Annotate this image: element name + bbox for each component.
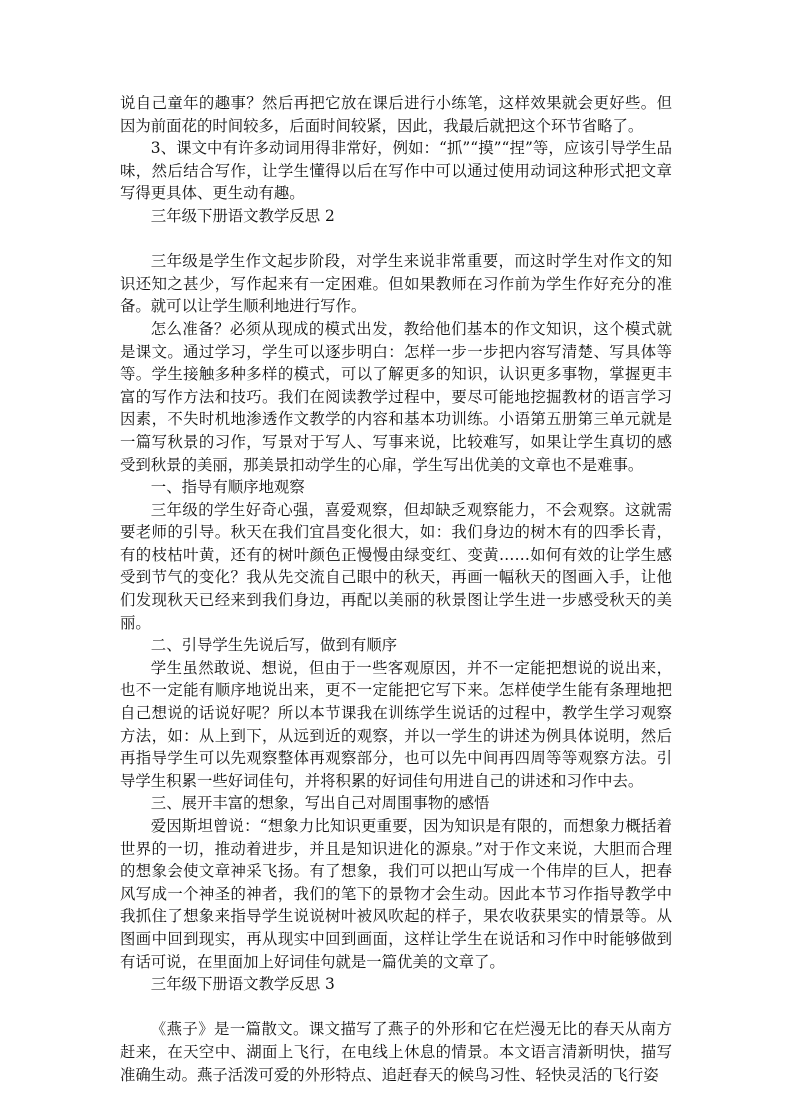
section-heading: 三、展开丰富的想象，写出自己对周围事物的感悟 xyxy=(150,794,490,813)
paragraph: 三年级是学生作文起步阶段，对学生来说非常重要，而这时学生对作文的知识还知之甚少，写作起来有一定困难。但如果教师在习作前为学生作好充分的准备。就可以让学生顺利地进行写作。 xyxy=(120,252,672,316)
section-heading: 三年级下册语文教学反思 2 xyxy=(150,206,335,225)
document-page xyxy=(120,92,672,1086)
paragraph: 怎么准备？必须从现成的模式出发，教给他们基本的作文知识，这个模式就是课文。通过学习，学生可以逐步明白：怎样一步一步把内容写清楚、写具体等等。学生接触多种多样的模式，可以了解更多的知识，认识更多事物，掌握更丰富的写作方法和技巧。我们在阅读教学过程中，要尽可能地挖掘教材的语言学习因素，不失时机地渗透作文教学的内容和基本功训练。小语第五册第三单元就是一篇写秋景的习作，写景对于写人、写事来说，比较难写，如果让学生真切的感受到秋景的美丽，那美景扣动学生的心扉，学生写出优美的文章也不是难事。 xyxy=(120,319,672,474)
paragraph: 说自己童年的趣事？然后再把它放在课后进行小练笔，这样效果就会更好些。但因为前面花的时间较多，后面时间较紧，因此，我最后就把这个环节省略了。 xyxy=(120,94,672,135)
paragraph: 学生虽然敢说、想说，但由于一些客观原因，并不一定能把想说的说出来，也不一定能有顺序地说出来，更不一定能把它写下来。怎样使学生能有条理地把自己想说的话说好呢？所以本节课我在训练学生说话的过程中，教学生学习观察方法，如：从上到下，从远到近的观察，并以一学生的讲述为例具体说明，然后再指导学生可以先观察整体再观察部分，也可以先中间再四周等等观察方法。引导学生积累一些好词佳句，并将积累的好词佳句用进自己的讲述和习作中去。 xyxy=(120,658,672,790)
section-heading: 三年级下册语文教学反思 3 xyxy=(150,975,335,994)
paragraph: 3、课文中有许多动词用得非常好，例如：“抓”“摸”“捏”等，应该引导学生品味，然后结合写作，让学生懂得以后在写作中可以通过使用动词这种形式把文章写得更具体、更生动有趣。 xyxy=(120,139,672,203)
paragraph: 爱因斯坦曾说：“想象力比知识更重要，因为知识是有限的，而想象力概括着世界的一切，推动着进步，并且是知识进化的源泉。”对于作文来说，大胆而合理的想象会使文章神采飞扬。有了想象，我们可以把山写成一个伟岸的巨人，把春风写成一个神圣的神者，我们的笔下的景物才会生动。因此本节习作指导教学中我抓住了想象来指导学生说说树叶被风吹起的样子，果农收获果实的情景等。从图画中回到现实，再从现实中回到画面，这样让学生在说话和习作中时能够做到有话可说，在里面加上好词佳句就是一篇优美的文章了。 xyxy=(120,817,672,971)
section-heading: 一、指导有顺序地观察 xyxy=(150,478,305,497)
paragraph: 《燕子》是一篇散文。课文描写了燕子的外形和它在烂漫无比的春天从南方赶来，在天空中、湖面上飞行，在电线上休息的情景。本文语言清新明快，描写准确生动。燕子活泼可爱的外形特点、追赶春天的候鸟习性、轻快灵活的飞行姿 xyxy=(120,1020,672,1084)
blank-line xyxy=(120,228,672,251)
blank-line xyxy=(120,996,672,1019)
section-heading: 二、引导学生先说后写，做到有顺序 xyxy=(150,636,398,655)
paragraph: 三年级的学生好奇心强，喜爱观察，但却缺乏观察能力，不会观察。这就需要老师的引导。秋天在我们宜昌变化很大，如：我们身边的树木有的四季长青，有的枝枯叶黄，还有的树叶颜色正慢慢由绿变红、变黄……如何有效的让学生感受到节气的变化？我从先交流自己眼中的秋天，再画一幅秋天的图画入手，让他们发现秋天已经来到我们身边，再配以美丽的秋景图让学生进一步感受秋天的美丽。 xyxy=(120,500,672,632)
